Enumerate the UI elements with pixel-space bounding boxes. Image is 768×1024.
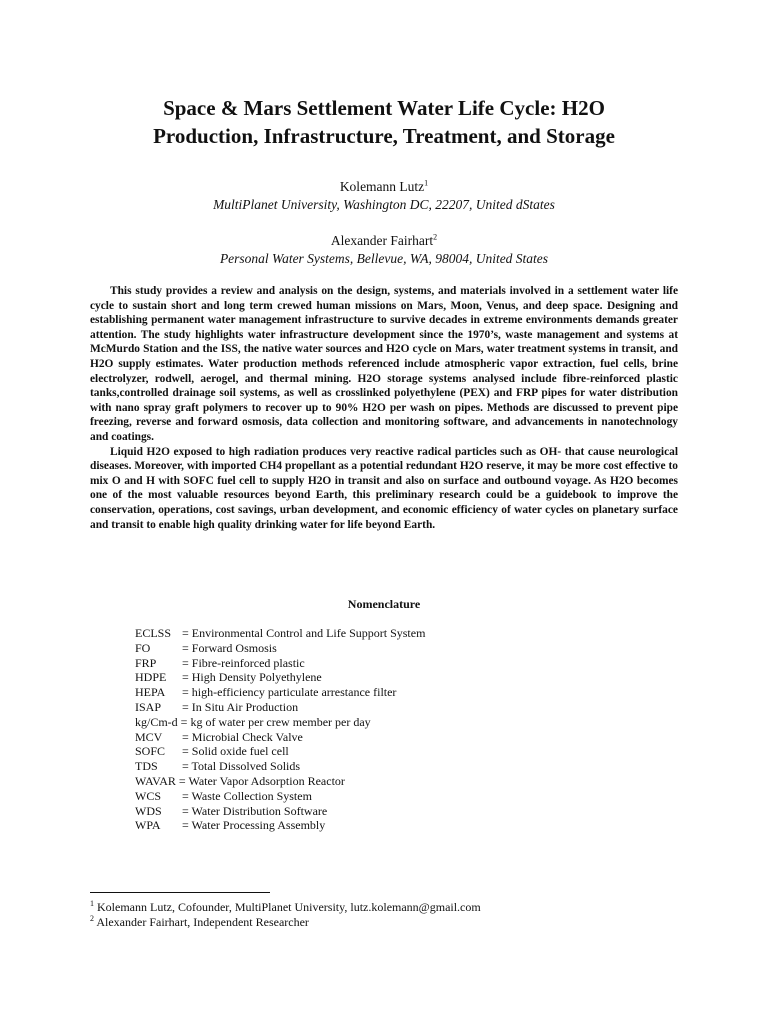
nomenclature-abbr: ISAP — [135, 699, 162, 714]
nomenclature-definition: = In Situ Air Production — [182, 699, 299, 714]
nomenclature-definition: = kg of water per crew member per day — [180, 714, 371, 729]
nomenclature-definition: = Water Vapor Adsorption Reactor — [178, 773, 345, 788]
abstract — [90, 284, 678, 532]
nomenclature-item — [135, 685, 425, 700]
footnote-divider — [90, 892, 270, 893]
paper-title — [90, 94, 678, 150]
author-1 — [90, 178, 678, 196]
abstract-paragraph-1: This study provides a review and analysis on the design, systems, and materials involved in a settlement water life cycle to sustain short and long term crewed human missions on Mars, Moon, Venus, and deep space. Designing and establishing permanent water management infrastructure to survive decades in extreme environments demands greater attention. The study highlights water infrastructure development since the 1970’s, waste management and systems at McMurdo Station and the ISS, the native water sources and H2O cycle on Mars, water treatment systems in transit, and H2O supply estimates. Water production methods referenced include atmospheric vapor extraction, fuel cells, brine electrolyzer, rodwell, aerogel, and thermal mining. H2O storage systems analysed include fibre-reinforced plastic tanks,controlled drainage soil systems, as well as crosslinked polyethylene (PEX) and FRP pipes for water distribution with nano spray graft polymers to recover up to 90% H2O per wash on pipes. Methods are discussed to prevent pipe freezing, reverse and forward osmosis, data collection and monitoring software, and advancements in nanotechnology and coatings. — [90, 285, 678, 443]
nomenclature-item — [135, 744, 425, 759]
author-1-affiliation: MultiPlanet University, Washington DC, 22207, United dStates — [213, 197, 555, 212]
nomenclature-definition: = High Density Polyethylene — [182, 670, 322, 685]
nomenclature-definition: = Microbial Check Valve — [182, 729, 303, 744]
author-name: Alexander Fairhart — [330, 233, 434, 248]
nomenclature-item — [135, 818, 425, 833]
nomenclature-abbr: WDS — [135, 803, 162, 818]
nomenclature-item — [135, 774, 425, 789]
author-name: Kolemann Lutz — [339, 179, 425, 194]
nomenclature-definition: = Waste Collection System — [182, 788, 312, 803]
nomenclature-item — [135, 789, 425, 804]
nomenclature-definition: = Environmental Control and Life Support System — [182, 626, 426, 640]
nomenclature-definition: = Forward Osmosis — [182, 640, 277, 655]
nomenclature-definition: = Total Dissolved Solids — [182, 759, 301, 774]
footnote-mark: 1 — [90, 899, 94, 908]
footnotes — [90, 900, 481, 930]
nomenclature-item — [135, 730, 425, 745]
nomenclature-item — [135, 700, 425, 715]
author-footnote-mark: 1 — [424, 178, 429, 188]
abstract-paragraph-2: Liquid H2O exposed to high radiation produces very reactive radical particles such as OH- that cause neurological diseases. Moreover, with imported CH4 propellant as a potential redundant H2O reserve, it may be more cost effective to mix O and H with SOFC fuel cell to supply H2O in transit and also on surface and outbound voyage. As H2O becomes one of the most valuable resources beyond Earth, this preliminary research could be a guidebook to improve the conservation, operations, cost savings, urban development, and economic efficiency of water cycles on planetary surface and transit to enable high quality drinking water for life beyond Earth. — [90, 445, 678, 531]
nomenclature-definition: = Solid oxide fuel cell — [182, 744, 289, 759]
nomenclature-abbr: WCS — [135, 788, 162, 803]
footnote-1 — [90, 900, 481, 915]
nomenclature-definition: = high-efficiency particulate arrestance filter — [182, 685, 397, 700]
nomenclature-abbr: MCV — [135, 729, 163, 744]
footnote-text: Kolemann Lutz, Cofounder, MultiPlanet University, lutz.kolemann@gmail.com — [97, 900, 481, 914]
title-line-1: Space & Mars Settlement Water Life Cycle: H2O — [163, 96, 605, 120]
author-2 — [90, 232, 678, 250]
nomenclature-abbr: HEPA — [135, 685, 166, 700]
nomenclature-item — [135, 670, 425, 685]
nomenclature-heading: Nomenclature — [347, 597, 421, 611]
footnote-text: Alexander Fairhart, Independent Researcher — [96, 915, 309, 929]
nomenclature-abbr: WAVAR — [135, 773, 176, 788]
nomenclature-definition: = Water Processing Assembly — [182, 818, 326, 833]
nomenclature-item — [135, 656, 425, 671]
nomenclature-abbr: HDPE — [135, 670, 167, 685]
nomenclature-abbr: kg/Cm-d — [135, 714, 178, 729]
nomenclature-item — [135, 804, 425, 819]
footnote-2 — [90, 915, 481, 930]
nomenclature-definition: = Water Distribution Software — [182, 803, 328, 818]
author-footnote-mark: 2 — [433, 232, 438, 242]
nomenclature-abbr: FRP — [135, 655, 157, 670]
nomenclature-item — [135, 715, 425, 730]
nomenclature-item — [135, 641, 425, 656]
footnote-mark: 2 — [90, 914, 94, 923]
nomenclature-abbr: WPA — [135, 818, 161, 833]
nomenclature-abbr: SOFC — [135, 744, 166, 759]
nomenclature-abbr: ECLSS — [135, 626, 172, 640]
nomenclature-abbr: TDS — [135, 759, 158, 774]
nomenclature-list — [135, 626, 425, 833]
nomenclature-definition: = Fibre-reinforced plastic — [182, 655, 305, 670]
nomenclature-item — [135, 626, 425, 641]
author-2-affiliation: Personal Water Systems, Bellevue, WA, 98004, United States — [219, 251, 549, 266]
title-line-2: Production, Infrastructure, Treatment, and Storage — [153, 124, 615, 148]
nomenclature-item — [135, 759, 425, 774]
nomenclature-abbr: FO — [135, 640, 151, 655]
